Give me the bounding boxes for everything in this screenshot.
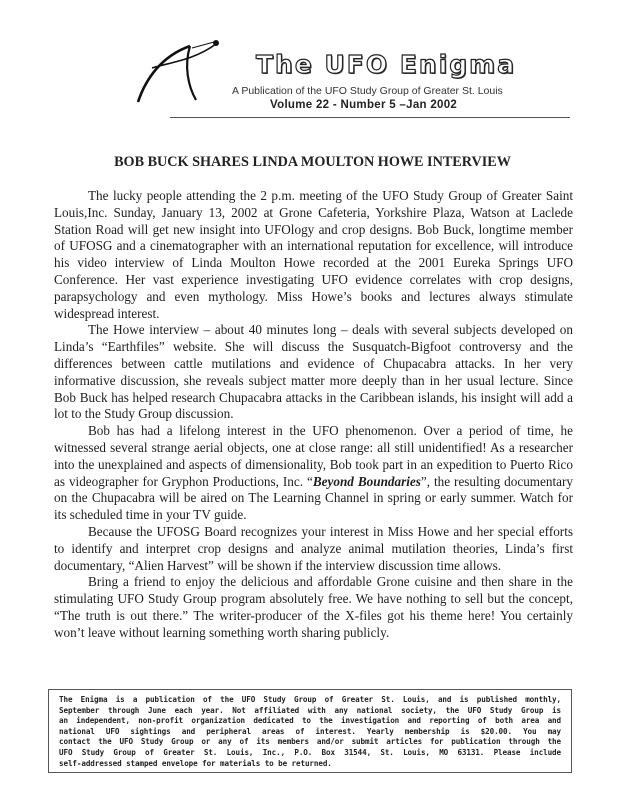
article-body (54, 188, 573, 642)
article-paragraph: The lucky people attending the 2 p.m. meeting of the UFO Study Group of Greater Saint Louis,Inc. Sunday, January 13, 2002 at Grone Cafeteria, Yorkshire Plaza, Watson at Laclede Station Road will get new insight into UFOlogy and crop designs. Bob Buck, longtime member of UFOSG and a cinematographer with an international reputation for excellence, will introduce his video interview of Linda Moulton Howe recorded at the 2001 Eureka Springs UFO Conference. Her vast experience investigating UFO evidence correlates with crop designs, parapsychology and even mythology. Miss Howe’s books and lectures always stimulate widespread interest. (54, 188, 573, 321)
paragraph-text: ”, the resulting documentary on the Chupacabra will be aired on The Learning Channel in spring or early summer. Watch for its scheduled time in your TV guide. (54, 473, 573, 523)
publication-info-line: September through June each year. Not affiliated with any national society, the UFO Study Group is (59, 705, 561, 715)
publication-info-box (48, 689, 572, 773)
publication-info-line: The Enigma is a publication of the UFO Study Group of Greater St. Louis, and is published monthly, (59, 695, 561, 704)
volume-number-date: Volume 22 - Number 5 –Jan 2002 (270, 99, 458, 111)
ufo-enigma-logo (132, 38, 224, 104)
publication-info-line: self-addressed stamped envelope for materials to be returned. (59, 758, 332, 768)
publication-info-line: contact the UFO Study Group or any of its members and/or submit articles for publication through the (59, 737, 561, 747)
publication-info-line: UFO Study Group of Greater St. Louis, Inc., P.O. Box 31544, St. Louis, MO 63131. Please include (59, 747, 561, 757)
newsletter-subtitle: A Publication of the UFO Study Group of Greater St. Louis (232, 85, 503, 97)
article-paragraph: Because the UFOSG Board recognizes your interest in Miss Howe and her special efforts to identify and interpret crop designs and analyze animal mutilation theories, Linda’s first documentary, “Alien Harvest” will be shown if the interview discussion time allows. (54, 523, 573, 573)
masthead-divider (170, 117, 570, 118)
newsletter-title: The UFO Enigma (256, 50, 517, 79)
publication-info-line: an independent, non-profit organization dedicated to the investigation and reporting of both area and (59, 716, 561, 726)
film-title: Beyond Boundaries (312, 473, 421, 489)
article-paragraph: The Howe interview – about 40 minutes long – deals with several subjects developed on Linda’s “Earthfiles” website. She will discuss the Susquatch-Bigfoot controversy and the differences between cattle mutilations and evidence of Chupacabra attacks. In her very informative discussion, she reveals subject matter more deeply than in her usual lecture. Since Bob Buck has helped research Chupacabra attacks in the Caribbean islands, his insight will add a lot to the Study Group discussion. (54, 322, 573, 422)
article-headline: BOB BUCK SHARES LINDA MOULTON HOWE INTERVIEW (114, 154, 511, 170)
publication-info-line: national UFO sightings and peripheral areas of interest. Yearly membership is $20.00. You may (59, 726, 561, 736)
article-paragraph: Bring a friend to enjoy the delicious and affordable Grone cuisine and then share in the stimulating UFO Study Group program absolutely free. We have nothing to sell but the concept, “The truth is out there.” The writer-producer of the X-files got his theme here! You certainly won’t leave without learning something worth sharing publicly. (54, 574, 573, 640)
paragraph-text: Bob has had a lifelong interest in the UFO phenomenon. Over a period of time, he witnessed several strange aerial objects, one at close range: all still unidentified! As a researcher into the unexplained and aspects of dimensionality, Bob took part in an expedition to Puerto Rico as videographer for Gryphon Productions, Inc. “ (54, 423, 573, 489)
article-paragraph (54, 423, 573, 524)
